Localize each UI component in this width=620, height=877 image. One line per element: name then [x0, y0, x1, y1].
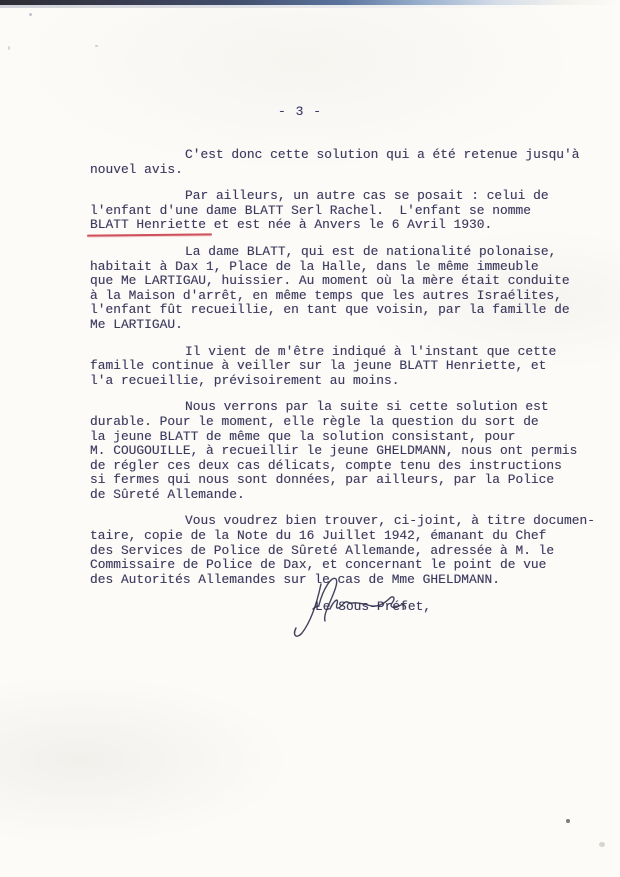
document-line: Il vient de m'être indiqué à l'instant que cette [185, 343, 557, 359]
paper-speck [29, 13, 32, 16]
paragraph [90, 345, 590, 389]
document-line: des Services de Police de Sûreté Allemande, adressée à M. le [90, 542, 555, 558]
document-line: famille continue à veiller sur la jeune BLATT Henriette, et [90, 358, 547, 374]
paper-speck [8, 46, 10, 50]
document-line: nouvel avis. [90, 161, 183, 177]
paragraph [90, 400, 590, 502]
document-line: l'enfant d'une dame BLATT Serl Rachel. L'enfant se nomme [90, 202, 531, 218]
paragraph [90, 189, 590, 233]
paragraph [90, 148, 590, 177]
document-line: l'a recueillie, prévisoirement au moins. [90, 372, 400, 388]
paper-speck [95, 45, 98, 47]
document-line: La dame BLATT, qui est de nationalité polonaise, [185, 243, 557, 259]
document-line: Vous voudrez bien trouver, ci-joint, à titre documen- [185, 513, 595, 529]
paragraph [90, 245, 590, 333]
document-line: Me LARTIGAU. [90, 316, 183, 332]
document-line: C'est donc cette solution qui a été retenue jusqu'à [185, 147, 580, 162]
document-line-rest: et est née à Anvers le 6 Avril 1930. [206, 217, 493, 233]
page-number: - 3 - [277, 104, 322, 119]
handwritten-signature [283, 572, 433, 652]
paper-speck [566, 819, 570, 823]
document-line: taire, copie de la Note du 16 Juillet 1942, émanant du Chef [90, 528, 547, 544]
document-line: Nous verrons par la suite si cette solution est [185, 399, 549, 415]
document-line: habitait à Dax 1, Place de la Halle, dans le même immeuble [90, 258, 539, 274]
letter-body [90, 147, 595, 615]
highlighted-name: BLATT Henriette [90, 217, 207, 233]
document-line: à la Maison d'arrêt, en même temps que les autres Israélites, [90, 287, 562, 303]
document-line: la jeune BLATT de même que la solution consistant, pour [90, 428, 516, 444]
document-line: l'enfant fût recueillie, en tant que voisin, par la famille de [90, 302, 570, 318]
scan-edge-artifact [0, 0, 620, 5]
document-line: Par ailleurs, un autre cas se posait : celui de [185, 188, 549, 204]
document-line: si fermes qui nous sont données, par ailleurs, par la Police [90, 472, 555, 488]
document-line: de Sûreté Allemande. [90, 486, 245, 502]
document-line [90, 218, 590, 233]
document-line: M. COUGOUILLE, à recueillir le jeune GHELDMANN, nous ont permis [90, 443, 578, 459]
document-line: des Autorités Allemandes sur le cas de Mme GHELDMANN. [90, 571, 500, 587]
document-line: de régler ces deux cas délicats, compte tenu des instructions [90, 457, 562, 473]
closing-salutation: Le Sous-Préfet, [315, 599, 432, 615]
document-line: durable. Pour le moment, elle règle la question du sort de [90, 413, 539, 429]
document-line: que Me LARTIGAU, huissier. Au moment où la mère était conduite [90, 273, 570, 289]
document-line: Commissaire de Police de Dax, et concernant le point de vue [90, 557, 547, 573]
paper-speck [599, 842, 605, 847]
